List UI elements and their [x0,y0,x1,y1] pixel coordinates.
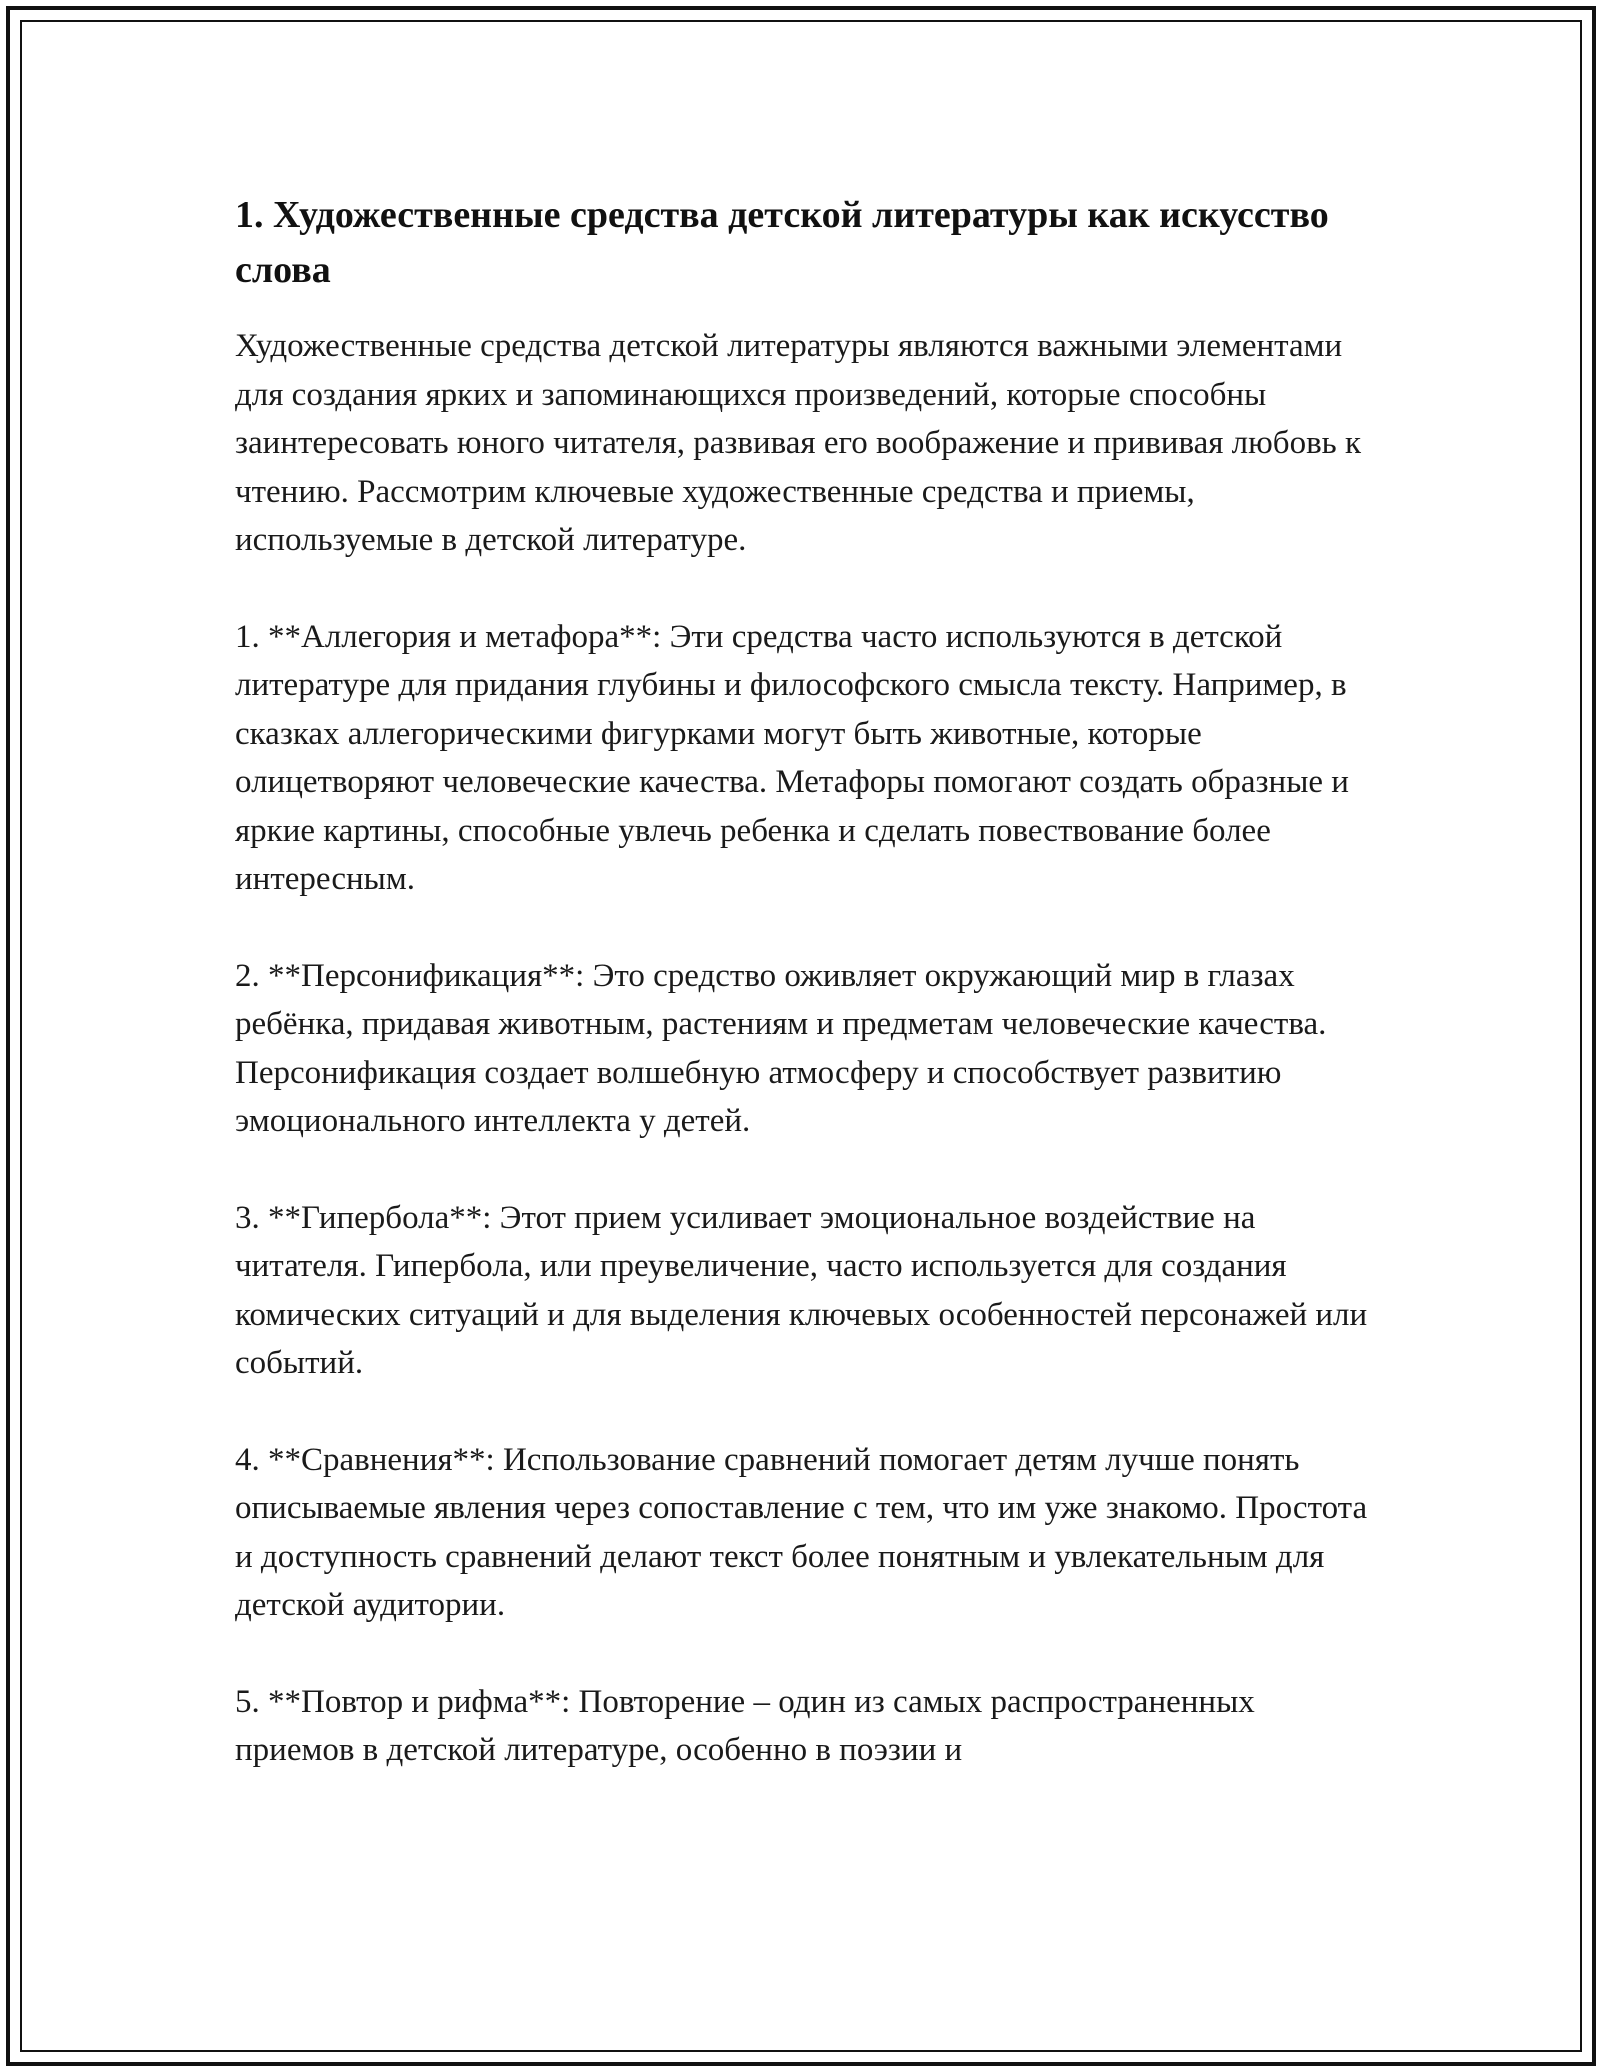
intro-paragraph: Художественные средства детской литературы являются важными элементами для создания ярких и запоминающихся произведений, которые способны заинтересовать юного читателя, развивая его воображение и прививая любовь к чтению. Рассмотрим ключевые художественные средства и приемы, используемые в детской литературе. [235,328,1362,558]
paragraph-allegory-metaphor: 1. **Аллегория и метафора**: Эти средства часто используются в детской литературе для придания глубины и философского смысла тексту. Например, в сказках аллегорическими фигурками могут быть животные, которые олицетворяют человеческие качества. Метафоры помогают создать образные и яркие картины, способные увлечь ребенка и сделать повествование более интересным. [235,618,1349,897]
paragraph-repetition-rhyme: 5. **Повтор и рифма**: Повторение – один из самых распространенных приемов в детской литературе, особенно в поэзии и [235,1683,1255,1768]
paragraph-comparisons: 4. **Сравнения**: Использование сравнений помогает детям лучше понять описываемые явления через сопоставление с тем, что им уже знакомо. Простота и доступность сравнений делают текст более понятным и увлекательным для детской аудитории. [235,1441,1368,1623]
section-heading: 1. Художественные средства детской литературы как искусство слова [235,194,1329,291]
paragraph-hyperbole: 3. **Гипербола**: Этот прием усиливает эмоциональное воздействие на читателя. Гипербола, или преувеличение, часто используется для создания комических ситуаций и для выделения ключевых особенностей персонажей или событий. [235,1199,1368,1381]
document-page [235,188,1375,1823]
paragraph-personification: 2. **Персонификация**: Это средство оживляет окружающий мир в глазах ребёнка, придавая животным, растениям и предметам человеческие качества. Персонификация создает волшебную атмосферу и способствует развитию эмоционального интеллекта у детей. [235,957,1327,1139]
